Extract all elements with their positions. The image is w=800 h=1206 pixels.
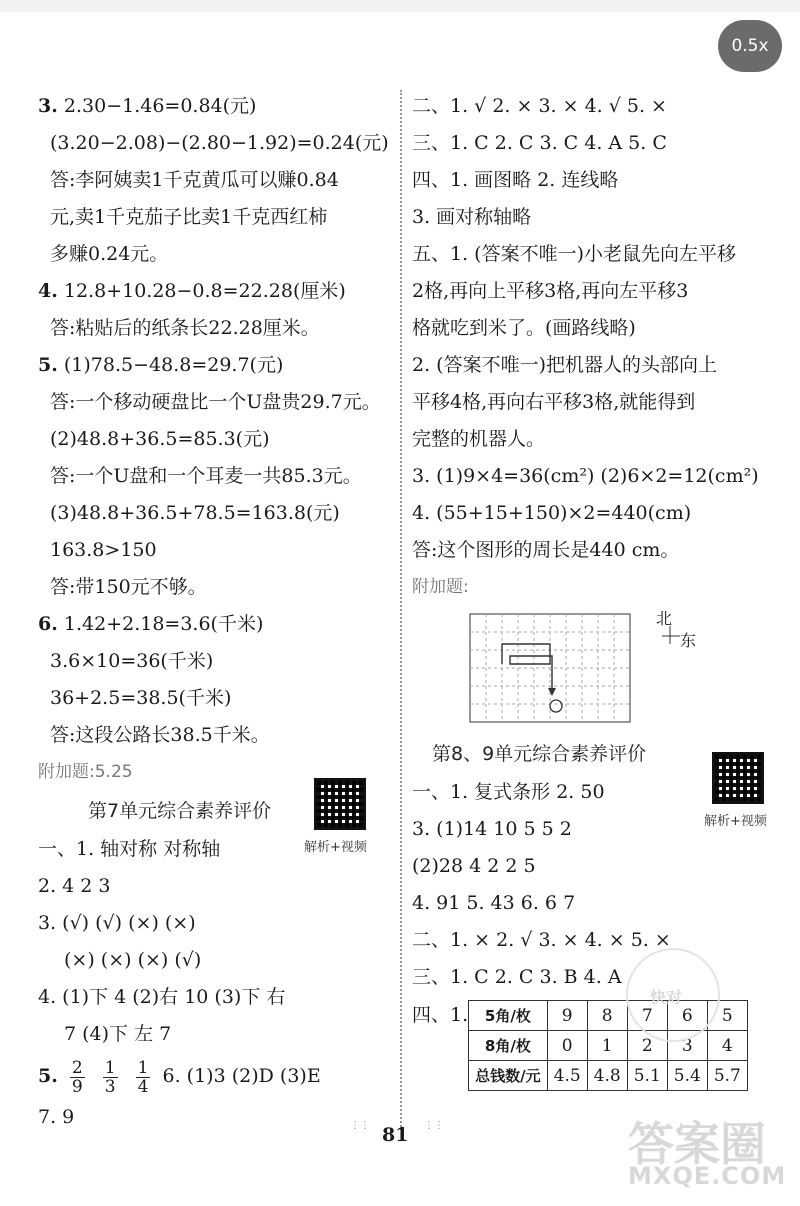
answer-text: (2)48.8+36.5=85.3(元) (50, 428, 270, 450)
fraction-1: $\frac{2}{9}$ (71, 1057, 83, 1097)
table-cell: 5.4 (667, 1061, 707, 1091)
row-header: 8角/枚 (469, 1031, 547, 1061)
fraction-2: $\frac{1}{3}$ (104, 1057, 116, 1097)
viewer-top-bar (0, 0, 800, 12)
answer-text: 1.42+2.18=3.6(千米) (57, 613, 264, 635)
grid-path-figure (412, 606, 792, 734)
right-column (412, 88, 792, 1091)
left-line (38, 717, 390, 754)
table-row (469, 1061, 748, 1091)
page-number: 81 (382, 1124, 409, 1146)
unit7-q7: 7. 9 (38, 1106, 75, 1128)
row-header: 5角/枚 (469, 1001, 547, 1031)
qr-label-unit89: 解析+视频 (704, 814, 767, 829)
left-line (38, 495, 390, 532)
left-line (38, 162, 390, 199)
right-line: 四、1. 画图略 2. 连线略 (412, 169, 619, 191)
left-line (38, 680, 390, 717)
unit89-s6: 三、1. C 2. C 3. B 4. A (412, 966, 622, 988)
grid-figure-area (412, 606, 792, 734)
left-line (38, 458, 390, 495)
answer-text: 答:一个U盘和一个耳麦一共85.3元。 (50, 465, 362, 487)
answer-text: 答:李阿姨卖1千克黄瓜可以赚0.84 (50, 169, 339, 191)
unit7-q3b: (×) (×) (×) (√) (64, 949, 202, 971)
answer-text: 36+2.5=38.5(千米) (50, 687, 232, 709)
unit7-q6: 6. (1)3 (2)D (3)E (162, 1065, 321, 1087)
unit7-q4a: 4. (1)下 4 (2)右 10 (3)下 右 (38, 986, 286, 1008)
unit89-s5: 二、1. × 2. √ 3. × 4. × 5. × (412, 929, 671, 951)
table-cell: 1 (587, 1031, 627, 1061)
unit89-s1: 一、1. 复式条形 2. 50 (412, 781, 605, 803)
answer-text: 答:粘贴后的纸条长22.28厘米。 (50, 317, 320, 339)
table-cell: 0 (547, 1031, 587, 1061)
answer-text: 答:这段公路长38.5千米。 (50, 724, 270, 746)
row-header: 总钱数/元 (469, 1061, 547, 1091)
qr-label-unit7: 解析+视频 (304, 840, 367, 855)
left-line (38, 88, 390, 125)
right-line: 3. 画对称轴略 (412, 206, 532, 228)
compass-east-label: 东 (680, 631, 697, 650)
right-line: 格就吃到米了。(画路线略) (412, 317, 636, 339)
unit7-q1: 一、1. 轴对称 对称轴 (38, 838, 221, 860)
left-line (38, 532, 390, 569)
qr-code-unit7[interactable] (314, 778, 366, 830)
unit7-q4b: 7 (4)下 左 7 (64, 1023, 172, 1045)
extra-question-label: 附加题: (412, 577, 469, 597)
question-number: 6. (38, 613, 58, 635)
answer-text: 2.30−1.46=0.84(元) (57, 95, 257, 117)
right-line: 五、1. (答案不唯一)小老鼠先向左平移 (412, 243, 736, 265)
answer-text: 元,卖1千克茄子比卖1千克西红柿 (50, 206, 328, 228)
unit89-s4: 4. 91 5. 43 6. 6 7 (412, 892, 576, 914)
right-line: 平移4格,再向右平移3格,就能得到 (412, 391, 696, 413)
question-number: 5. (38, 354, 58, 376)
watermark-stamp-text: 快对 (650, 988, 683, 1007)
answer-text: (3)48.8+36.5+78.5=163.8(元) (50, 502, 340, 524)
left-line (38, 643, 390, 680)
table-cell: 9 (547, 1001, 587, 1031)
left-column (38, 88, 390, 1136)
answer-text: 163.8>150 (50, 539, 157, 561)
table-row (469, 1031, 748, 1061)
answer-text: 答:带150元不够。 (50, 576, 207, 598)
column-divider (400, 90, 402, 1130)
page-ornament-left: ⋮⋮ (350, 1120, 370, 1131)
qr-code-unit89[interactable] (712, 752, 764, 804)
left-answer-lines (38, 88, 390, 754)
answer-text: (3.20−2.08)−(2.80−1.92)=0.24(元) (50, 132, 389, 154)
answer-text: 3.6×10=36(千米) (50, 650, 214, 672)
table-cell: 7 (627, 1001, 667, 1031)
table-cell: 8 (587, 1001, 627, 1031)
table-cell: 5.7 (707, 1061, 747, 1091)
unit7-q5-q6 (38, 1053, 390, 1099)
right-line: 二、1. √ 2. × 3. × 4. √ 5. × (412, 95, 667, 117)
extra-question-answer: 附加题:5.25 (38, 762, 133, 782)
question-number: 4. (38, 280, 58, 302)
table-cell: 5.1 (627, 1061, 667, 1091)
unit7-section-title: 第7单元综合素养评价 (88, 800, 272, 822)
q5-number: 5. (38, 1065, 58, 1087)
right-line: 2格,再向上平移3格,再向左平移3 (412, 280, 689, 302)
answer-text: 多赚0.24元。 (50, 243, 169, 265)
left-line (38, 421, 390, 458)
right-line: 2. (答案不唯一)把机器人的头部向上 (412, 354, 717, 376)
left-line (38, 199, 390, 236)
compass-north-label: 北 (656, 609, 673, 628)
table-cell: 4.8 (587, 1061, 627, 1091)
s7-number: 四、1. (412, 1004, 469, 1026)
answer-text: 答:一个移动硬盘比一个U盘贵29.7元。 (50, 391, 381, 413)
right-line: 4. (55+15+150)×2=440(cm) (412, 502, 692, 524)
right-line: 3. (1)9×4=36(cm²) (2)6×2=12(cm²) (412, 465, 759, 487)
unit89-s3: (2)28 4 2 2 5 (412, 855, 536, 877)
right-line: 三、1. C 2. C 3. C 4. A 5. C (412, 132, 667, 154)
table-cell: 4 (707, 1031, 747, 1061)
table-cell: 6 (667, 1001, 707, 1031)
unit7-q3a: 3. (√) (√) (×) (×) (38, 912, 196, 934)
right-answer-lines (412, 88, 792, 569)
left-line (38, 606, 390, 643)
left-line (38, 273, 390, 310)
table-cell: 3 (667, 1031, 707, 1061)
table-cell: 5 (707, 1001, 747, 1031)
page-ornament-right: ⋮⋮ (424, 1120, 444, 1131)
answer-text: (1)78.5−48.8=29.7(元) (57, 354, 284, 376)
unit7-q2: 2. 4 2 3 (38, 875, 111, 897)
unit89-s2: 3. (1)14 10 5 5 2 (412, 818, 572, 840)
right-line: 答:这个图形的周长是440 cm。 (412, 539, 680, 561)
watermark-url: MXQE.COM (628, 1162, 787, 1190)
left-line (38, 125, 390, 162)
question-number: 3. (38, 95, 58, 117)
left-line (38, 310, 390, 347)
left-line (38, 384, 390, 421)
left-line (38, 236, 390, 273)
left-line (38, 347, 390, 384)
answer-text: 12.8+10.28−0.8=22.28(厘米) (57, 280, 346, 302)
unit89-section-title: 第8、9单元综合素养评价 (432, 743, 647, 765)
right-line: 完整的机器人。 (412, 428, 546, 450)
zoom-level-button[interactable]: 0.5x (718, 20, 782, 72)
left-line (38, 569, 390, 606)
fraction-3: $\frac{1}{4}$ (137, 1057, 149, 1097)
watermark-logo: 答案圈 (628, 1117, 766, 1171)
table-cell: 4.5 (547, 1061, 587, 1091)
table-cell: 2 (627, 1031, 667, 1061)
unit89-s7 (412, 1000, 792, 1091)
